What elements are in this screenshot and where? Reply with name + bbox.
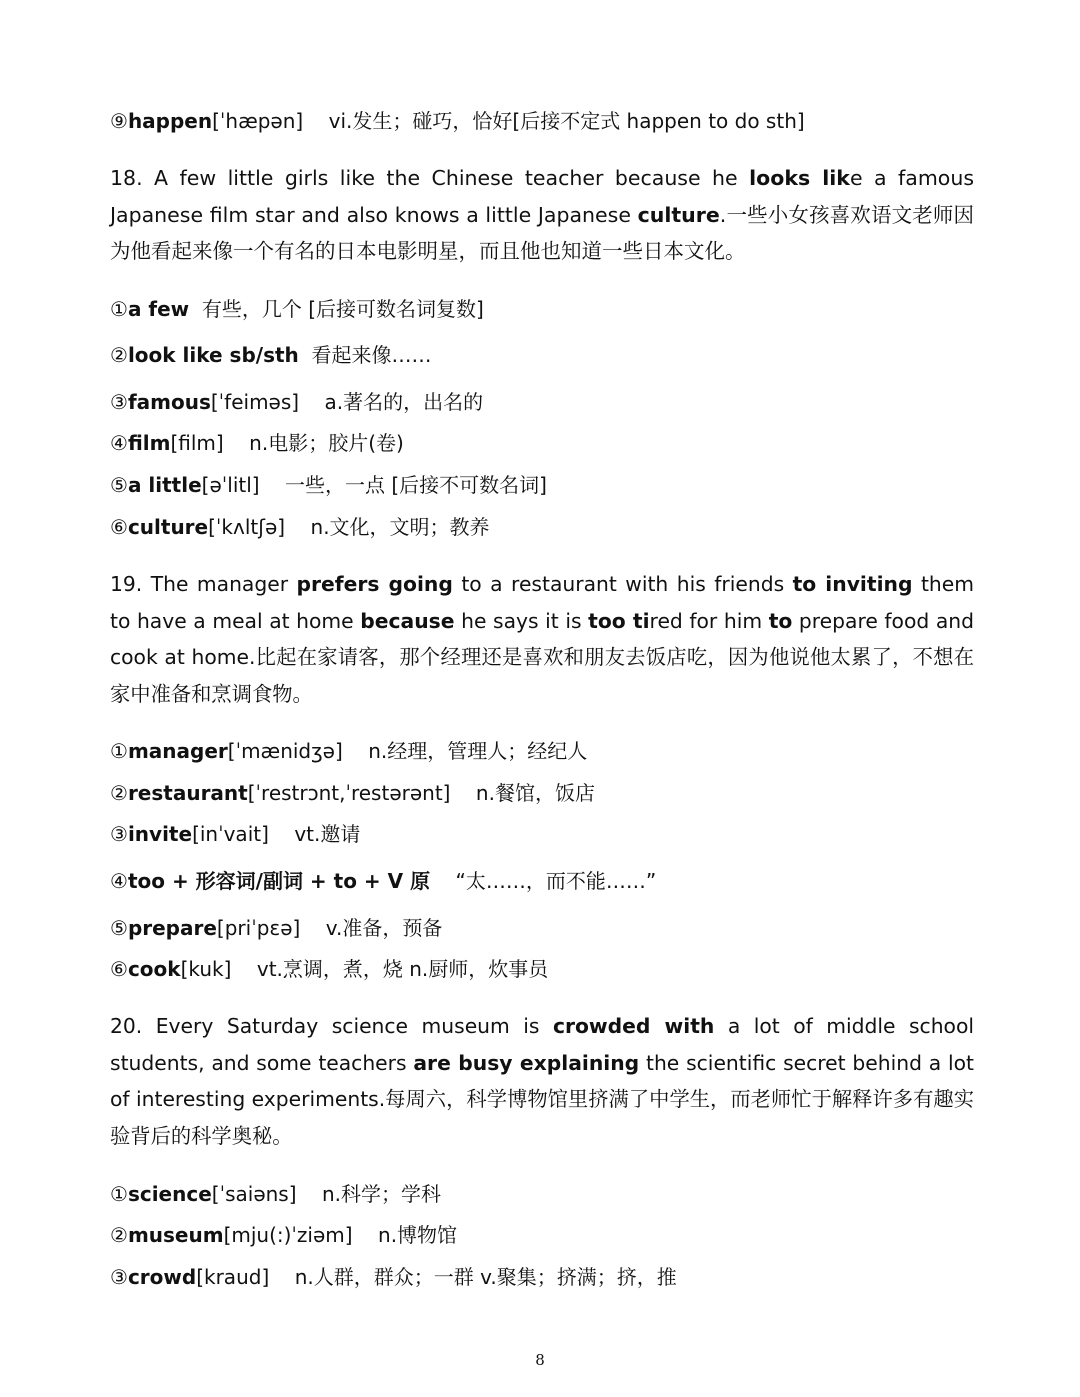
- sentence-keyword: are busy explaining: [413, 1050, 640, 1075]
- vocab-item-science: [110, 1176, 976, 1212]
- vocab-word: invite: [127, 822, 193, 846]
- vocab-definition: n.经理，管理人；经纪人: [368, 739, 588, 763]
- vocab-phonetic: [əˈlitl]: [201, 473, 260, 497]
- vocab-item-cook: [110, 951, 976, 987]
- vocab-definition: vi.发生；碰巧，恰好[后接不定式 happen to do sth]: [328, 109, 805, 133]
- vocab-phonetic: [ˈmænidʒə]: [227, 739, 343, 763]
- vocab-number: ①: [110, 1182, 128, 1206]
- vocab-word: manager: [127, 739, 228, 763]
- vocab-definition: n.文化，文明；教养: [310, 515, 490, 539]
- sentence-keyword: too ti: [588, 608, 650, 633]
- vocab-definition: n.餐馆，饭店: [475, 781, 595, 805]
- sentence-keyword: because: [360, 608, 455, 633]
- vocab-number: ②: [110, 781, 128, 805]
- vocab-definition: a.著名的，出名的: [324, 390, 484, 414]
- vocab-item-a-few: [110, 291, 976, 327]
- vocab-definition: 一些，一点 [后接不可数名词]: [285, 473, 547, 497]
- vocab-definition: n.电影；胶片(卷): [249, 431, 404, 455]
- vocab-item-invite: [110, 816, 976, 852]
- sentence-text: red for him: [649, 608, 769, 633]
- vocab-item-crowd: [110, 1259, 976, 1295]
- vocab-definition: vt.烹调，煮，烧 n.厨师，炊事员: [256, 957, 549, 981]
- vocab-word: prepare: [127, 916, 217, 940]
- sentence-text: them to have a meal at home: [110, 572, 974, 633]
- vocab-number: ②: [110, 343, 128, 367]
- sentence-keyword: crowded with: [552, 1014, 715, 1038]
- vocab-definition: “太……，而不能……”: [455, 869, 657, 893]
- sentence-text: 19. The manager: [110, 572, 297, 596]
- sentence-19: [110, 566, 974, 712]
- vocab-phonetic: [inˈvait]: [192, 822, 269, 846]
- vocab-word: restaurant: [127, 781, 248, 805]
- vocab-item-restaurant: [110, 775, 976, 811]
- vocab-word: museum: [127, 1223, 224, 1247]
- vocab-word: too + 形容词/副词 + to + V 原: [127, 869, 431, 893]
- vocab-number: ③: [110, 1265, 128, 1289]
- vocab-item-manager: [110, 733, 976, 769]
- sentence-keyword: culture: [637, 202, 720, 227]
- sentence-text: he says it is: [454, 608, 589, 633]
- vocab-word: film: [127, 431, 171, 455]
- vocab-definition: 有些，几个 [后接可数名词复数]: [201, 297, 484, 321]
- vocab-number: ③: [110, 822, 128, 846]
- vocab-word: science: [127, 1182, 212, 1206]
- vocab-item-a-little: [110, 467, 976, 503]
- vocab-item-look-like: [110, 337, 976, 373]
- sentence-keyword: to inviting: [792, 572, 913, 596]
- vocab-item-famous: [110, 384, 976, 420]
- vocab-number: ①: [110, 297, 128, 321]
- vocab-phonetic: [ˈrestrɔnt,ˈrestərənt]: [247, 781, 451, 805]
- sentence-text: prepare food and cook at home.比起在家请客，那个经理还是喜欢和朋友去饭店吃，因为他说他太累了，不想在家中准备和烹调食物。: [110, 608, 974, 706]
- vocab-word: culture: [127, 515, 209, 539]
- vocab-number: ④: [110, 431, 128, 455]
- vocab-phonetic: [ˈsaiəns]: [211, 1182, 297, 1206]
- vocab-phonetic: [priˈpɛə]: [216, 916, 301, 940]
- vocab-phonetic: [kuk]: [180, 957, 232, 981]
- vocab-word: look like sb/sth: [127, 343, 299, 367]
- vocab-word: cook: [127, 957, 181, 981]
- vocab-item-museum: [110, 1217, 976, 1253]
- vocab-word: a few: [127, 297, 190, 321]
- vocab-number: ⑨: [110, 109, 128, 133]
- vocab-phonetic: [film]: [170, 431, 224, 455]
- vocab-item-culture: [110, 509, 976, 545]
- sentence-keyword: looks lik: [749, 166, 850, 190]
- sentence-20: [110, 1008, 974, 1154]
- vocab-phonetic: [ˈkʌltʃə]: [208, 515, 286, 539]
- vocab-phonetic: [kraud]: [196, 1265, 270, 1289]
- vocab-item-prepare: [110, 910, 976, 946]
- vocab-definition: v.准备，预备: [325, 916, 443, 940]
- vocab-definition: n.科学；学科: [321, 1182, 442, 1206]
- sentence-text: the scientific secret behind a lot of interesting experiments.每周六，科学博物馆里挤满了中学生，而老师忙于解释许多有趣实验背后的科学奥秘。: [110, 1050, 975, 1148]
- sentence-text: 20. Every Saturday science museum is: [110, 1014, 553, 1038]
- vocab-definition: n.博物馆: [378, 1223, 458, 1247]
- vocab-item-too-to: [110, 863, 976, 899]
- vocab-phonetic: [ˈhæpən]: [212, 109, 304, 133]
- sentence-text: to a restaurant with his friends: [452, 572, 793, 596]
- vocab-word: crowd: [127, 1265, 197, 1289]
- vocab-number: ⑥: [110, 515, 128, 539]
- vocab-definition: n.人群，群众；一群 v.聚集；挤满；挤，推: [294, 1265, 677, 1289]
- vocab-number: ⑤: [110, 473, 128, 497]
- sentence-text: a lot of middle school students, and some teachers: [110, 1014, 975, 1075]
- vocab-number: ①: [110, 739, 128, 763]
- sentence-text: 18. A few little girls like the Chinese teacher because he: [110, 166, 750, 190]
- vocab-item-happen: [110, 103, 976, 139]
- sentence-text: .一些小女孩喜欢语文老师因为他看起来像一个有名的日本电影明星，而且他也知道一些日本文化。: [110, 202, 974, 263]
- vocab-number: ②: [110, 1223, 128, 1247]
- sentence-keyword: prefers going: [296, 572, 453, 596]
- vocab-word: a little: [127, 473, 202, 497]
- vocab-number: ⑥: [110, 957, 128, 981]
- vocab-phonetic: [ˈfeiməs]: [210, 390, 300, 414]
- vocab-number: ④: [110, 869, 128, 893]
- vocab-item-film: [110, 425, 976, 461]
- vocab-number: ③: [110, 390, 128, 414]
- vocab-phonetic: [mju(:)ˈziəm]: [223, 1223, 353, 1247]
- vocab-word: happen: [127, 109, 213, 133]
- sentence-18: [110, 160, 974, 270]
- sentence-keyword: to: [768, 608, 793, 633]
- vocab-definition: vt.邀请: [294, 822, 361, 846]
- page-number: 8: [535, 1351, 545, 1369]
- vocab-word: famous: [127, 390, 211, 414]
- vocab-definition: 看起来像……: [311, 343, 432, 367]
- vocab-number: ⑤: [110, 916, 128, 940]
- sentence-text: e a famous Japanese film star and also knows a little Japanese: [110, 166, 975, 227]
